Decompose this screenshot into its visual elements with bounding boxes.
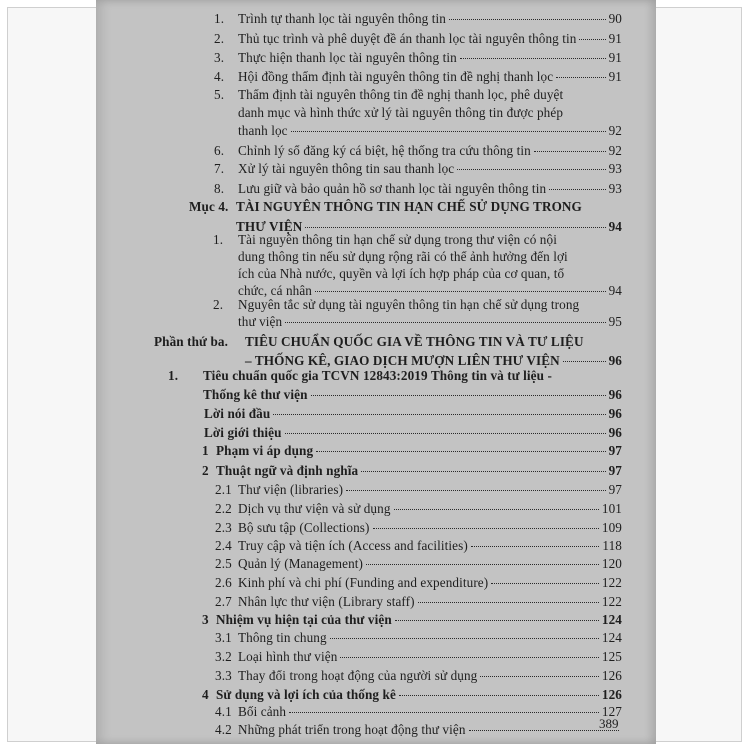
toc-entry-title: dung thông tin nếu sử dụng rộng rãi có thể ảnh hưởng đến lợi xyxy=(238,249,568,264)
toc-entry-number: 4 xyxy=(202,687,209,702)
toc-page-number: 91 xyxy=(608,69,622,84)
toc-entry-title: Thay đổi trong hoạt động của người sử dụng xyxy=(238,668,478,683)
toc-page-number: 126 xyxy=(601,668,622,683)
toc-entry xyxy=(96,703,656,720)
book-page xyxy=(96,0,656,744)
toc-entry-title: THƯ VIỆN xyxy=(236,219,303,234)
toc-page-number: 97 xyxy=(608,482,622,497)
toc-entry-title: Tiêu chuẩn quốc gia TCVN 12843:2019 Thông tin và tư liệu - xyxy=(203,368,552,383)
toc-entry-title: thanh lọc xyxy=(238,123,288,138)
toc-entry-number: 2 xyxy=(202,463,209,478)
dot-leader xyxy=(394,509,599,510)
toc-entry-title: Tài nguyên thông tin hạn chế sử dụng trong thư viện có nội xyxy=(238,232,557,247)
toc-entry-number: 8. xyxy=(214,181,225,196)
toc-page-number: 96 xyxy=(608,406,622,421)
toc-entry-title: Thực hiện thanh lọc tài nguyên thông tin xyxy=(238,50,457,65)
toc-entry xyxy=(96,462,656,479)
toc-entry xyxy=(96,537,656,554)
dot-leader xyxy=(340,657,598,658)
toc-entry-number: 2.5 xyxy=(215,556,232,571)
dot-leader xyxy=(330,638,599,639)
toc-page-number: 90 xyxy=(608,11,622,26)
toc-entry-number: 6. xyxy=(214,143,225,158)
toc-entry-number: 5. xyxy=(214,87,225,102)
dot-leader xyxy=(361,471,605,472)
toc-page-number: 93 xyxy=(608,181,622,196)
toc-page-number: 91 xyxy=(608,31,622,46)
toc-entry-number: 4. xyxy=(214,69,225,84)
dot-leader xyxy=(305,227,605,228)
dot-leader xyxy=(471,546,600,547)
toc-entry-number: 1 xyxy=(202,443,209,458)
toc-entry-number: Phần thứ ba. xyxy=(154,334,228,349)
toc-entry-number: 2. xyxy=(214,31,225,46)
toc-page-number: 97 xyxy=(608,463,622,478)
toc-entry-title: Dịch vụ thư viện và sử dụng xyxy=(238,501,391,516)
toc-entry-title: Truy cập và tiện ích (Access and facilities) xyxy=(238,538,468,553)
dot-leader xyxy=(291,131,606,132)
toc-entry-title: Lưu giữ và bảo quản hồ sơ thanh lọc tài nguyên thông tin xyxy=(238,181,547,196)
toc-entry-title: Hội đồng thẩm định tài nguyên thông tin đề nghị thanh lọc xyxy=(238,69,554,84)
toc-entry-title: Thống kê thư viện xyxy=(203,387,308,402)
toc-page-number: 122 xyxy=(601,594,622,609)
toc-entry-title: Phạm vi áp dụng xyxy=(216,443,314,458)
toc-entry-title: Bộ sưu tập (Collections) xyxy=(238,520,370,535)
toc-entry-title: Trình tự thanh lọc tài nguyên thông tin xyxy=(238,11,446,26)
toc-entry-title: Chỉnh lý sổ đăng ký cá biệt, hệ thống tra cứu thông tin xyxy=(238,143,531,158)
toc-entry-number: 2.2 xyxy=(215,501,232,516)
toc-page-number: 109 xyxy=(601,520,622,535)
toc-page-number: 97 xyxy=(608,443,622,458)
toc-entry-number: 3. xyxy=(214,50,225,65)
toc-entry-number: 2. xyxy=(213,297,224,312)
toc-entry-title: Sử dụng và lợi ích của thống kê xyxy=(216,687,396,702)
toc-page-number: 96 xyxy=(608,353,622,368)
toc-entry xyxy=(96,686,656,703)
toc-page-number: 124 xyxy=(601,612,622,627)
toc-entry xyxy=(96,86,656,140)
toc-page-number: 120 xyxy=(601,556,622,571)
toc-entry xyxy=(96,180,656,197)
toc-entry xyxy=(96,68,656,85)
page-number: 389 xyxy=(599,716,619,731)
toc-entry xyxy=(96,10,656,27)
toc-entry xyxy=(96,49,656,66)
dot-leader xyxy=(480,676,599,677)
dot-leader xyxy=(315,291,606,292)
dot-leader xyxy=(556,77,605,78)
toc-entry-title: Nhân lực thư viện (Library staff) xyxy=(238,594,415,609)
toc-entry-title: Thẩm định tài nguyên thông tin đề nghị thanh lọc, phê duyệt xyxy=(238,87,564,102)
toc-entry-title: danh mục và hình thức xử lý tài nguyên thông tin được phép xyxy=(238,105,564,120)
toc-page-number: 101 xyxy=(601,501,622,516)
toc-entry xyxy=(96,424,656,441)
toc-entry xyxy=(96,367,656,405)
toc-entry-title: TIÊU CHUẨN QUỐC GIA VỀ THÔNG TIN VÀ TƯ LIỆU xyxy=(245,334,584,349)
dot-leader xyxy=(563,361,606,362)
toc-entry xyxy=(96,481,656,498)
toc-entry-number: 2.1 xyxy=(215,482,232,497)
toc-page-number: 92 xyxy=(608,143,622,158)
dot-leader xyxy=(460,58,606,59)
toc-page-number: 93 xyxy=(608,161,622,176)
toc-entry-title: Nguyên tắc sử dụng tài nguyên thông tin hạn chế sử dụng trong xyxy=(238,297,580,312)
dot-leader xyxy=(346,490,606,491)
toc-page-number: 95 xyxy=(608,314,622,329)
toc-page-number: 118 xyxy=(602,538,622,553)
toc-page-number: 125 xyxy=(601,649,622,664)
toc-entry-number: 3.1 xyxy=(215,630,232,645)
toc-entry-title: Lời giới thiệu xyxy=(204,425,282,440)
dot-leader xyxy=(273,414,605,415)
dot-leader xyxy=(491,583,599,584)
toc-entry xyxy=(96,160,656,177)
toc-page-number: 126 xyxy=(601,687,622,702)
toc-entry xyxy=(96,296,656,330)
toc-entry-title: TÀI NGUYÊN THÔNG TIN HẠN CHẾ SỬ DỤNG TRONG xyxy=(236,199,582,214)
toc-entry-title: Lời nói đầu xyxy=(204,406,271,421)
toc-entry-number: 2.6 xyxy=(215,575,232,590)
dot-leader xyxy=(579,39,605,40)
toc-page-number: 96 xyxy=(608,387,622,402)
dot-leader xyxy=(457,169,605,170)
toc-entry-title: Thư viện (libraries) xyxy=(238,482,344,497)
toc-entry xyxy=(96,574,656,591)
toc-entry-number: 1. xyxy=(214,11,225,26)
toc-page-number: 94 xyxy=(608,219,622,234)
dot-leader xyxy=(285,322,605,323)
toc-entry-number: 7. xyxy=(214,161,225,176)
toc-entry-number: 2.3 xyxy=(215,520,232,535)
toc-entry-title: Thủ tục trình và phê duyệt đề án thanh lọc tài nguyên thông tin xyxy=(238,31,577,46)
dot-leader xyxy=(311,395,606,396)
toc-entry-title: Thông tin chung xyxy=(238,630,327,645)
toc-entry-number: 3 xyxy=(202,612,209,627)
toc-entry-title: Quản lý (Management) xyxy=(238,556,364,571)
dot-leader xyxy=(534,151,606,152)
dot-leader xyxy=(449,19,606,20)
toc-entry xyxy=(96,442,656,459)
toc-entry-title: Nhiệm vụ hiện tại của thư viện xyxy=(216,612,392,627)
dot-leader xyxy=(469,730,619,731)
toc-entry xyxy=(96,405,656,422)
toc-entry-number: 2.4 xyxy=(215,538,232,553)
toc-page-number: 94 xyxy=(608,283,622,298)
dot-leader xyxy=(395,620,599,621)
toc-entry-title: Xử lý tài nguyên thông tin sau thanh lọc xyxy=(238,161,455,176)
toc-entry-title: Loại hình thư viện xyxy=(238,649,338,664)
toc-entry-title: chức, cá nhân xyxy=(238,283,312,298)
toc-entry-number: 4.2 xyxy=(215,722,232,737)
dot-leader xyxy=(316,451,605,452)
toc-entry-number: 4.1 xyxy=(215,704,232,719)
dot-leader xyxy=(285,433,606,434)
toc-page-number: 96 xyxy=(608,425,622,440)
toc-entry-number: 3.2 xyxy=(215,649,232,664)
toc-entry xyxy=(96,30,656,47)
toc-entry xyxy=(96,667,656,684)
toc-entry xyxy=(96,593,656,610)
toc-entry-title: – THỐNG KÊ, GIAO DỊCH MƯỢN LIÊN THƯ VIỆN xyxy=(245,353,560,368)
toc-page-number: 91 xyxy=(608,50,622,65)
toc-entry xyxy=(96,611,656,628)
toc-page-number: 122 xyxy=(601,575,622,590)
toc-entry xyxy=(96,555,656,572)
toc-entry xyxy=(96,231,656,299)
dot-leader xyxy=(399,695,599,696)
dot-leader xyxy=(418,602,599,603)
toc-entry xyxy=(96,721,656,738)
toc-entry xyxy=(96,648,656,665)
toc-entry-number: Mục 4. xyxy=(189,199,229,214)
toc-entry xyxy=(96,142,656,159)
toc-entry-title: ích của Nhà nước, quyền và lợi ích hợp pháp của cơ quan, tổ xyxy=(238,266,565,281)
toc-entry xyxy=(96,333,656,371)
toc-entry-title: Bối cảnh xyxy=(238,704,287,719)
dot-leader xyxy=(549,189,605,190)
toc-entry-title: Những phát triển trong hoạt động thư viện xyxy=(238,722,466,737)
dot-leader xyxy=(366,564,599,565)
toc-entry-number: 1. xyxy=(213,232,224,247)
toc-entry-title: thư viện xyxy=(238,314,283,329)
toc-entry xyxy=(96,629,656,646)
toc-entry xyxy=(96,500,656,517)
toc-entry-number: 2.7 xyxy=(215,594,232,609)
toc-page-number: 124 xyxy=(601,630,622,645)
dot-leader xyxy=(373,528,599,529)
toc-entry-title: Thuật ngữ và định nghĩa xyxy=(216,463,359,478)
toc-entry-number: 3.3 xyxy=(215,668,232,683)
toc-page-number: 92 xyxy=(608,123,622,138)
dot-leader xyxy=(289,712,599,713)
toc-entry xyxy=(96,519,656,536)
toc-entry-title: Kinh phí và chi phí (Funding and expenditure) xyxy=(238,575,489,590)
toc-page-number: 127 xyxy=(601,704,622,719)
toc-entry-number: 1. xyxy=(168,368,179,383)
